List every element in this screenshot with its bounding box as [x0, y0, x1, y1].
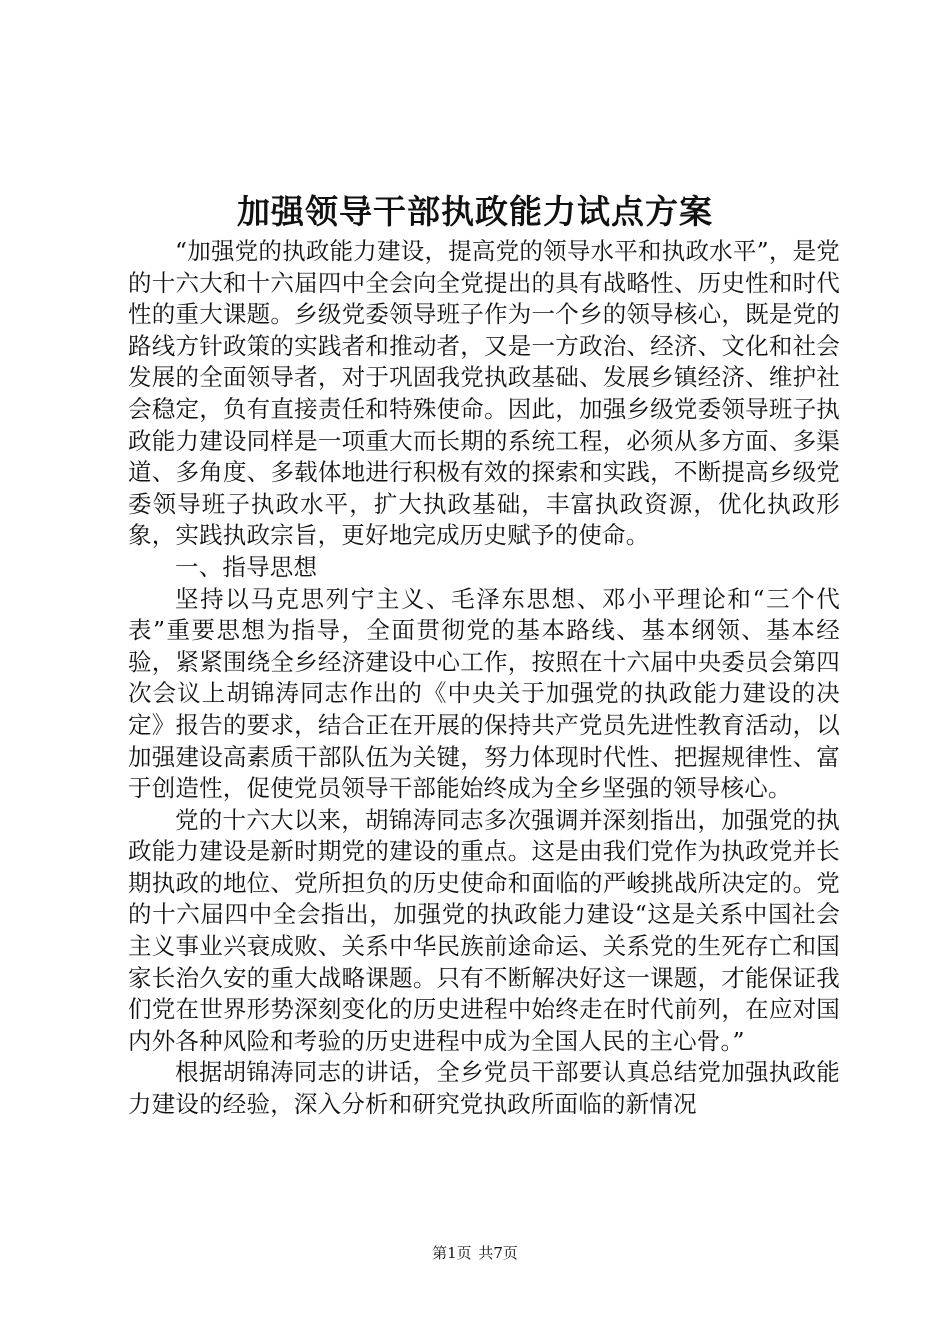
section-heading-guiding-ideology: 一、指导思想	[175, 552, 318, 581]
page-footer	[0, 1242, 950, 1263]
paragraph-intro: “加强党的执政能力建设，提高党的领导水平和执政水平”，是党的十六大和十六届四中全会向全党提出的具有战略性、历史性和时代性的重大课题。乡级党委领导班子作为一个乡的领导核心，既是党的路线方针政策的实践者和推动者，又是一方政治、经济、文化和社会发展的全面领导者，对于巩固我党执政基础、发展乡镇经济、维护社会稳定，负有直接责任和特殊使命。因此，加强乡级党委领导班子执政能力建设同样是一项重大而长期的系统工程，必须从多方面、多渠道、多角度、多载体地进行积极有效的探索和实践，不断提高乡级党委领导班子执政水平，扩大执政基础，丰富执政资源，优化执政形象，实践执政宗旨，更好地完成历史赋予的使命。	[128, 237, 840, 550]
page-number: 第1页	[432, 1244, 472, 1262]
page-total: 共7页	[478, 1244, 518, 1262]
document-body	[128, 236, 840, 1121]
document-title: 加强领导干部执政能力试点方案	[237, 192, 713, 231]
paragraph-hu-speech: 根据胡锦涛同志的讲话，全乡党员干部要认真总结党加强执政能力建设的经验，深入分析和研究党执政所面临的新情况	[128, 1058, 840, 1119]
paragraph-guiding-ideology: 坚持以马克思列宁主义、毛泽东思想、邓小平理论和“三个代表”重要思想为指导，全面贯彻党的基本路线、基本纲领、基本经验，紧紧围绕全乡经济建设中心工作，按照在十六届中央委员会第四次会议上胡锦涛同志作出的《中央关于加强党的执政能力建设的决定》报告的要求，结合正在开展的保持共产党员先进性教育活动，以加强建设高素质干部队伍为关键，努力体现时代性、把握规律性、富于创造性，促使党员领导干部能始终成为全乡坚强的领导核心。	[128, 584, 840, 803]
paragraph-party-building: 党的十六大以来，胡锦涛同志多次强调并深刻指出，加强党的执政能力建设是新时期党的建设的重点。这是由我们党作为执政党并长期执政的地位、党所担负的历史使命和面临的严峻挑战所决定的。党的十六届四中全会指出，加强党的执政能力建设“这是关系中国社会主义事业兴衰成败、关系中华民族前途命运、关系党的生死存亡和国家长治久安的重大战略课题。只有不断解决好这一课题，才能保证我们党在世界形势深刻变化的历史进程中始终走在时代前列，在应对国内外各种风险和考验的历史进程中成为全国人民的主心骨。”	[128, 805, 840, 1055]
